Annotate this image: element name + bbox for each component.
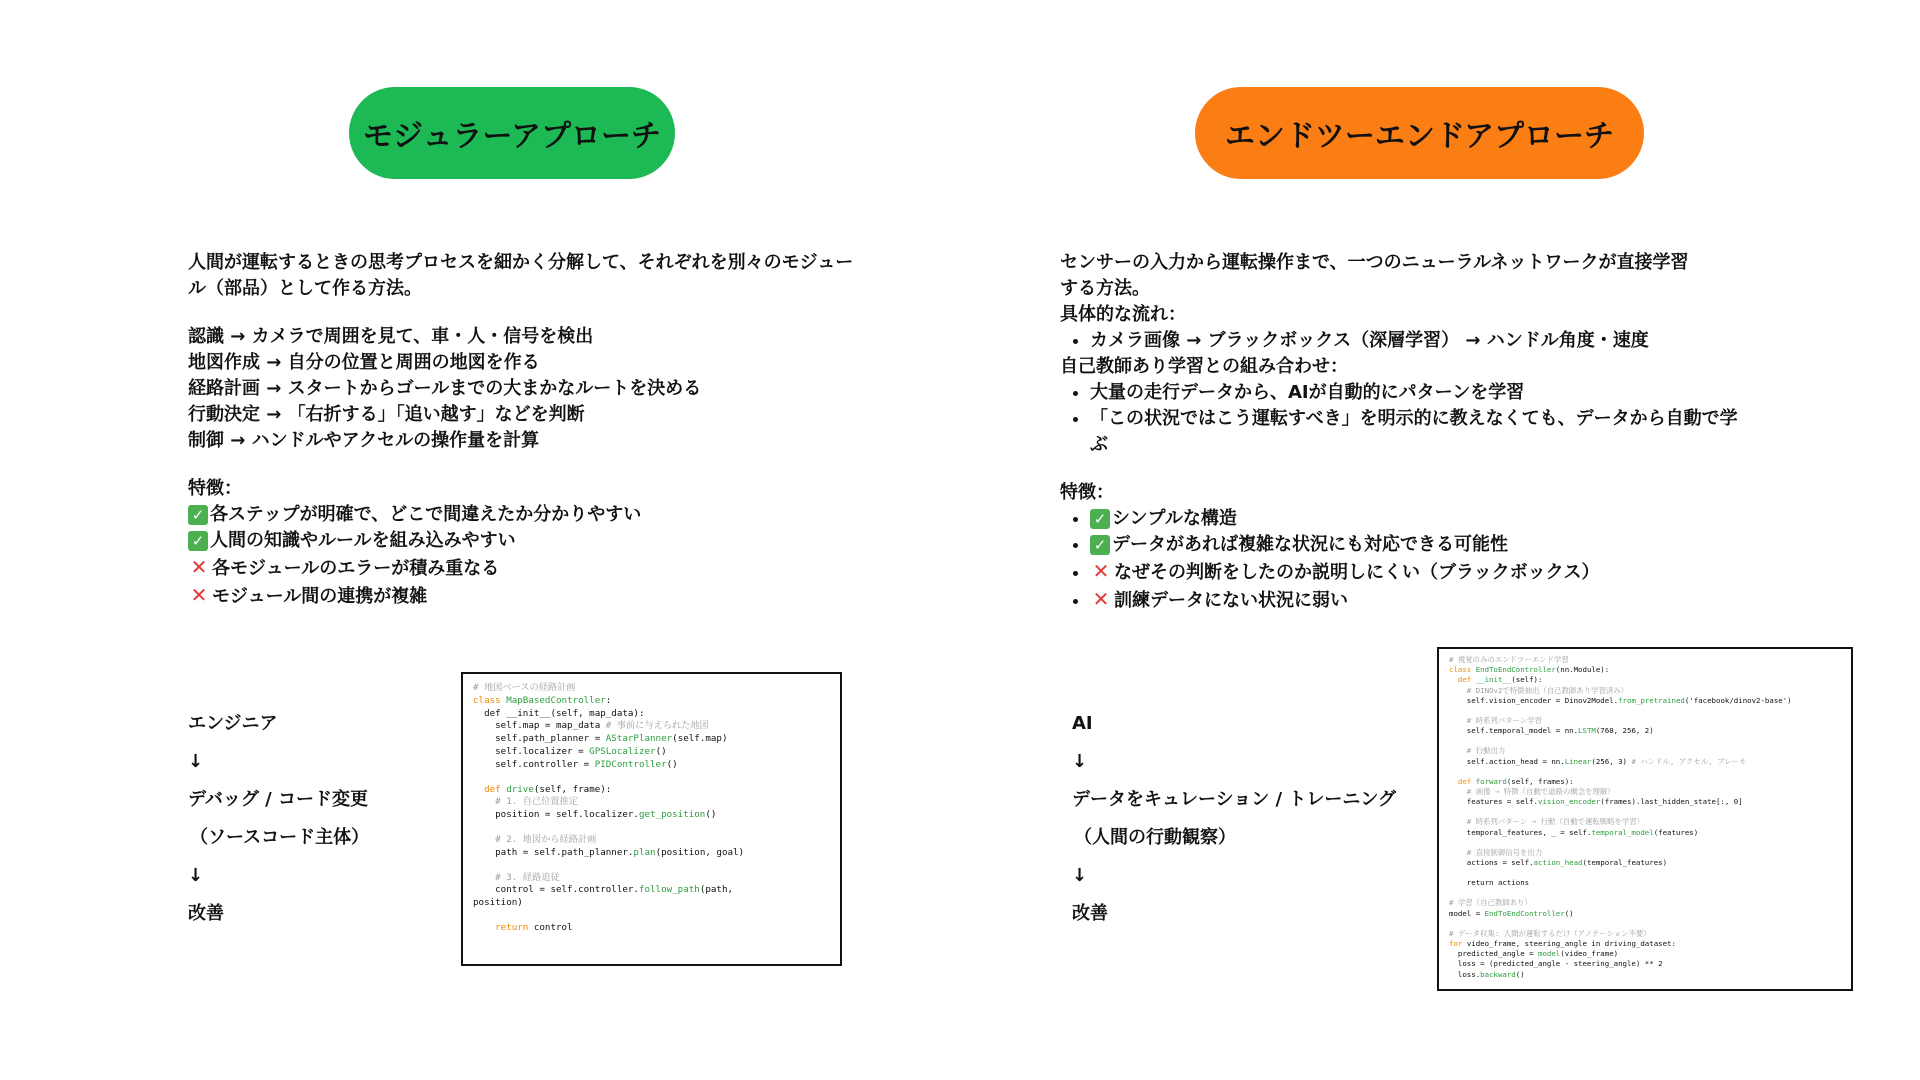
pro-item: • ✓ シンプルな構造 (1090, 506, 1750, 532)
step-recognition: 認識 → カメラで周囲を見て、車・人・信号を検出 (188, 326, 594, 347)
flow-step-improve: 改善 (188, 903, 224, 924)
flow-step-improve: 改善 (1072, 903, 1108, 924)
code-line: return control (473, 921, 573, 933)
code-line (1449, 868, 1841, 878)
ssl-item: • 「この状況ではこう運転すべき」を明示的に教えなくても、データから自動で学ぶ (1090, 406, 1750, 458)
intro-line-2: する方法。 (1060, 278, 1150, 299)
code-line: features = self.vision_encoder(frames).last_hidden_state[:, 0] (1449, 797, 1743, 807)
check-icon: ✓ (188, 505, 208, 525)
features-label: 特徴： (1060, 482, 1114, 503)
code-line: self.vision_encoder = Dinov2Model.from_pretrained('facebook/dinov2-base') (1449, 695, 1792, 705)
code-line: # 地図ベースの経路計画 (473, 682, 576, 693)
code-line: path = self.path_planner.plan(position, goal) (473, 846, 745, 858)
ssl-item: • 大量の走行データから、AIが自動的にパターンを学習 (1090, 380, 1750, 406)
code-line: self.localizer = GPSLocalizer() (473, 745, 667, 757)
code-line: # 学習（自己教師あり） (1449, 898, 1532, 908)
code-line: self.map = map_data # 事前に与えられた地図 (473, 720, 709, 732)
code-line: # 3. 経路追従 (473, 871, 560, 883)
code-line: self.temporal_model = nn.LSTM(768, 256, 2) (1449, 726, 1654, 736)
code-line: position) (473, 897, 523, 909)
con-item: ✕ 各モジュールのエラーが積み重なる (188, 554, 908, 582)
step-mapping: 地図作成 → 自分の位置と周囲の地図を作る (188, 352, 540, 373)
flow-step-note: （ソースコード主体） (190, 827, 370, 848)
code-line (1449, 807, 1841, 817)
flow-step-engineer: エンジニア (188, 713, 278, 734)
ssl-list (1060, 380, 1750, 458)
pro-item: ✓ 各ステップが明確で、どこで間違えたか分かりやすい (188, 502, 908, 528)
flow-arrow: ↓ (1072, 751, 1088, 772)
features-label: 特徴： (188, 478, 242, 499)
end-to-end-description (1060, 250, 1750, 614)
end-to-end-code-snippet (1437, 647, 1853, 991)
flow-arrow: ↓ (1072, 865, 1088, 886)
code-line: # 2. 地図から経路計画 (473, 833, 597, 845)
features-list (1060, 506, 1750, 614)
intro-line-2: ル（部品）として作る方法。 (188, 278, 422, 299)
pro-item: ✓ 人間の知識やルールを組み込みやすい (188, 528, 908, 554)
end-to-end-approach-title: エンドツーエンドアプローチ (1224, 119, 1615, 154)
flow-step-ai: AI (1072, 713, 1093, 734)
cross-icon: ✕ (1092, 587, 1110, 611)
end-to-end-approach-badge (1195, 87, 1644, 179)
modular-description (188, 250, 908, 610)
code-line: position = self.localizer.get_position() (473, 809, 717, 821)
check-icon: ✓ (188, 531, 208, 551)
code-line: actions = self.action_head(temporal_features) (1449, 858, 1668, 868)
modular-approach-badge (349, 87, 675, 179)
con-item: ✕ モジュール間の連携が複雑 (188, 582, 908, 610)
code-line: # データ収集: 人間が運転するだけ（アノテーション不要） (1449, 928, 1651, 938)
code-line: # 画像 → 特徴（自動で道路の概念を理解） (1449, 787, 1615, 797)
code-line (1449, 888, 1841, 898)
code-line: predicted_angle = model(video_frame) (1449, 949, 1619, 959)
step-control: 制御 → ハンドルやアクセルの操作量を計算 (188, 430, 540, 451)
cross-icon: ✕ (190, 555, 208, 579)
code-line (473, 822, 830, 834)
code-line: # 時系列パターン → 行動（自動で運転戦略を学習） (1449, 817, 1645, 827)
code-line: loss = (predicted_angle - steering_angle) ** 2 (1449, 959, 1663, 969)
code-line (1449, 767, 1841, 777)
code-line: # 時系列パターン学習 (1449, 716, 1543, 726)
code-line: control = self.controller.follow_path(path, (473, 884, 734, 896)
code-line: class MapBasedController: (473, 694, 612, 706)
flow-item: • カメラ画像 → ブラックボックス（深層学習） → ハンドル角度・速度 (1090, 328, 1750, 354)
flow-step-debug: デバッグ / コード変更 (188, 789, 369, 810)
code-line (1449, 838, 1841, 848)
code-line (1449, 736, 1841, 746)
end-to-end-improvement-flow (1072, 705, 1396, 933)
code-line: self.controller = PIDController() (473, 758, 678, 770)
code-line: self.path_planner = AStarPlanner(self.map) (473, 733, 728, 745)
code-line: self.action_head = nn.Linear(256, 3) # ハンドル, アクセル, ブレーキ (1449, 756, 1747, 766)
flow-step-curation: データをキュレーション / トレーニング (1072, 789, 1397, 810)
modular-code-snippet (461, 672, 842, 966)
intro-line-1: 人間が運転するときの思考プロセスを細かく分解して、それぞれを別々のモジュー (188, 252, 854, 273)
con-item: • ✕ 訓練データにない状況に弱い (1090, 586, 1750, 614)
code-line: model = EndToEndController() (1449, 908, 1574, 918)
code-line: def drive(self, frame): (473, 783, 612, 795)
flow-arrow: ↓ (188, 865, 204, 886)
con-item: • ✕ なぜその判断をしたのか説明しにくい（ブラックボックス） (1090, 558, 1750, 586)
code-line (1449, 706, 1841, 716)
check-icon: ✓ (1090, 509, 1110, 529)
modular-approach-title: モジュラーアプローチ (363, 119, 661, 154)
code-line: def __init__(self): (1449, 675, 1543, 685)
code-line: return actions (1449, 878, 1530, 888)
code-line: loss.backward() (1449, 969, 1525, 979)
code-line (473, 910, 830, 922)
flow-step-note: （人間の行動観察） (1074, 827, 1236, 848)
code-line: def forward(self, frames): (1449, 776, 1574, 786)
code-line: class EndToEndController(nn.Module): (1449, 665, 1610, 675)
flow-arrow: ↓ (188, 751, 204, 772)
step-planning: 経路計画 → スタートからゴールまでの大まかなルートを決める (188, 378, 702, 399)
code-line: # DINOv2で特徴抽出（自己教師あり学習済み） (1449, 685, 1629, 695)
code-line: for video_frame, steering_angle in driving_dataset: (1449, 939, 1676, 949)
flow-list (1060, 328, 1750, 354)
code-line (1449, 919, 1841, 929)
pro-item: • ✓ データがあれば複雑な状況にも対応できる可能性 (1090, 532, 1750, 558)
code-line (473, 772, 830, 784)
cross-icon: ✕ (1092, 559, 1110, 583)
code-line (473, 860, 830, 872)
code-line: # 視覚のみのエンドツーエンド学習 (1449, 655, 1569, 664)
code-line: temporal_features, _ = self.temporal_model(features) (1449, 827, 1699, 837)
code-line: def __init__(self, map_data): (473, 707, 645, 719)
flow-label: 具体的な流れ： (1060, 304, 1186, 325)
check-icon: ✓ (1090, 535, 1110, 555)
cross-icon: ✕ (190, 583, 208, 607)
code-line: # 直接制御信号を出力 (1449, 847, 1543, 857)
code-line: # 行動出力 (1449, 746, 1506, 756)
step-decision: 行動決定 → 「右折する」「追い越す」などを判断 (188, 404, 585, 425)
ssl-label: 自己教師あり学習との組み合わせ： (1060, 356, 1348, 377)
code-line: # 1. 自己位置推定 (473, 796, 578, 808)
modular-improvement-flow (188, 705, 369, 933)
intro-line-1: センサーの入力から運転操作まで、一つのニューラルネットワークが直接学習 (1060, 252, 1689, 273)
